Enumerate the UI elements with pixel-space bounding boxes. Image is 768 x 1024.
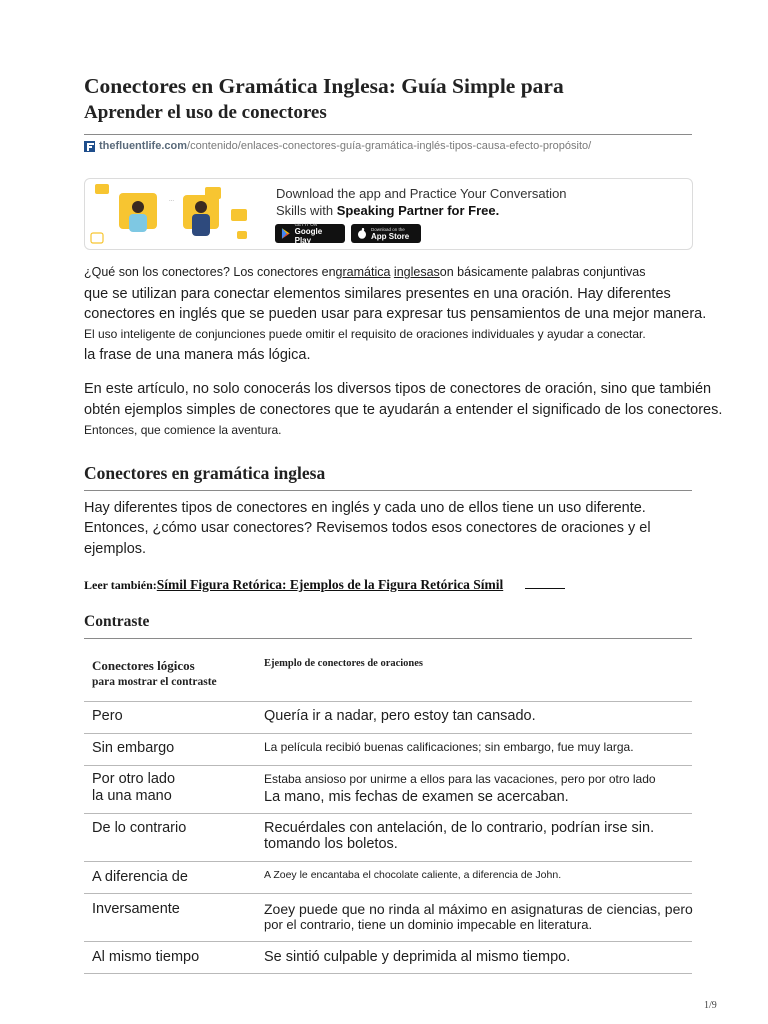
table-cell-connector: Pero: [92, 708, 123, 724]
row-divider: [84, 813, 692, 814]
article-line3: Entonces, que comience la aventura.: [84, 423, 282, 437]
source-url[interactable]: [84, 140, 591, 152]
table-cell-connector: Inversamente: [92, 901, 180, 917]
site-logo-icon: [84, 141, 95, 152]
table-cell-example: Se sintió culpable y deprimida al mismo tiempo.: [264, 949, 571, 965]
apple-icon: [357, 228, 367, 239]
section1-line1: Hay diferentes tipos de conectores en inglés y cada uno de ellos tiene un uso diferente.: [84, 500, 646, 516]
table-cell-connector: Sin embargo: [92, 740, 175, 756]
banner-text: [276, 186, 567, 219]
app-store-large: App Store: [371, 231, 410, 241]
col-header-connectors: [92, 658, 217, 690]
underline-filler-2: [525, 580, 565, 589]
banner-line1: Download the app and Practice Your Conversation: [276, 186, 567, 201]
google-play-button[interactable]: [275, 224, 345, 243]
intro-line1: [84, 265, 645, 279]
source-domain[interactable]: thefluentlife.com: [99, 140, 188, 152]
intro-text-a: ¿Qué son los conectores? Los conectores en: [84, 265, 336, 279]
google-play-small: GET IT ON: [294, 222, 317, 227]
page-number: 1/9: [704, 1000, 717, 1011]
link-gramatica[interactable]: gramática: [335, 265, 391, 279]
google-play-large: Google Play: [294, 227, 323, 245]
col-header-connectors-line2: para mostrar el contraste: [92, 676, 217, 688]
row-divider: [84, 765, 692, 766]
table-cell-example: A Zoey le encantaba el chocolate caliente, a diferencia de John.: [264, 869, 562, 881]
row-divider: [84, 861, 692, 862]
contrast-divider: [84, 638, 692, 639]
banner-line2-prefix: Skills with: [276, 202, 337, 218]
section1-line3: ejemplos.: [84, 541, 147, 557]
intro-text-b: on básicamente palabras conjuntivas: [439, 265, 646, 279]
table-cell-connector: Al mismo tiempo: [92, 949, 200, 965]
svg-text:...: ...: [169, 197, 175, 203]
table-cell-example-line2: por el contrario, tiene un dominio impecable en literatura.: [264, 917, 593, 932]
banner-line2-bold: Speaking Partner for Free.: [336, 202, 500, 218]
col-header-connectors-line1: Conectores lógicos: [92, 658, 195, 673]
table-cell-connector: De lo contrario: [92, 820, 187, 836]
row-divider: [84, 701, 692, 702]
intro-line5: la frase de una manera más lógica.: [84, 347, 311, 363]
table-cell-connector-line1: Por otro lado: [92, 771, 176, 787]
section1-line2: Entonces, ¿cómo usar conectores? Revisemos todos esos conectores de oraciones y el: [84, 520, 651, 536]
app-store-button[interactable]: [351, 224, 421, 243]
app-store-small: Download on the: [371, 226, 405, 232]
table-cell-example-line1: Estaba ansioso por unirme a ellos para las vacaciones, pero por otro lado: [264, 772, 656, 786]
app-promo-banner[interactable]: [84, 178, 693, 250]
read-also-link[interactable]: Símil Figura Retórica: Ejemplos de la Figura Retórica Símil: [156, 577, 504, 592]
read-also: [84, 577, 565, 593]
intro-line2: que se utilizan para conectar elementos similares presentes en una oración. Hay diferentes: [84, 286, 671, 302]
google-play-icon: [281, 228, 291, 239]
title-divider: [84, 134, 692, 135]
table-cell-example-line2: tomando los boletos.: [264, 836, 398, 852]
conversation-illustration-icon: [89, 181, 259, 247]
table-cell-example: La película recibió buenas calificaciones; sin embargo, fue muy larga.: [264, 740, 634, 754]
intro-line4: El uso inteligente de conjunciones puede omitir el requisito de oraciones individuales y ayudar a conectar.: [84, 327, 646, 341]
row-divider: [84, 973, 692, 974]
section-heading-conectores: Conectores en gramática inglesa: [84, 463, 326, 483]
col-header-examples: Ejemplo de conectores de oraciones: [264, 658, 424, 669]
article-line2: obtén ejemplos simples de conectores que te ayudarán a entender el significado de los conectores.: [84, 402, 723, 418]
row-divider: [84, 733, 692, 734]
read-also-label: Leer también:: [84, 578, 157, 592]
row-divider: [84, 941, 692, 942]
intro-line3: conectores en inglés que se pueden usar para expresar tus pensamientos de una mejor manera.: [84, 306, 707, 322]
page-title-line1: Conectores en Gramática Inglesa: Guía Simple para: [84, 74, 564, 98]
article-line1: En este artículo, no solo conocerás los diversos tipos de conectores de oración, sino que también: [84, 381, 712, 397]
table-cell-example-line2: La mano, mis fechas de examen se acercaban.: [264, 789, 569, 805]
table-cell-example: Quería ir a nadar, pero estoy tan cansado.: [264, 708, 536, 724]
table-cell-connector-line2: la una mano: [92, 788, 172, 804]
section-divider: [84, 490, 692, 491]
contrast-heading: Contraste: [84, 613, 150, 630]
page-title-line2: Aprender el uso de conectores: [84, 102, 327, 123]
source-path[interactable]: /contenido/enlaces-conectores-guía-gramática-inglés-tipos-causa-efecto-propósito/: [187, 140, 592, 152]
table-cell-connector: A diferencia de: [92, 869, 188, 885]
table-cell-connector: [92, 771, 175, 805]
table-cell-example-line1: Zoey puede que no rinda al máximo en asignaturas de ciencias, pero: [264, 901, 693, 917]
link-inglesas[interactable]: inglesas: [393, 265, 440, 279]
table-cell-example-line1: Recuérdales con antelación, de lo contrario, podrían irse sin.: [264, 820, 655, 836]
row-divider: [84, 893, 692, 894]
